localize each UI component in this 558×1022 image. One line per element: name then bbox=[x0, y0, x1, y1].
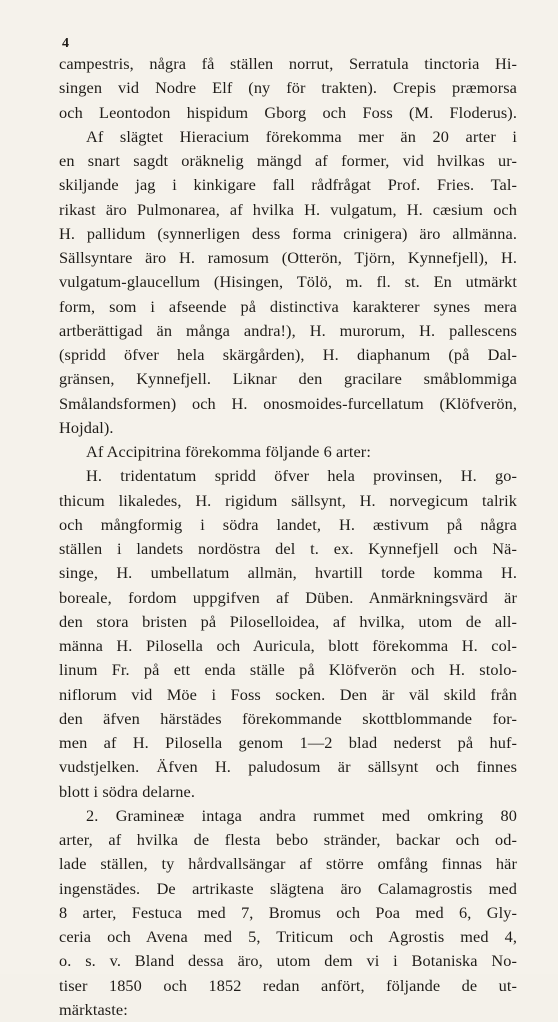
text-line: campestris, några få ställen norrut, Serratula tinctoria Hi- bbox=[59, 54, 517, 73]
text-line: en snart sagdt oräknelig mängd af former, vid hvilkas ur- bbox=[59, 151, 517, 170]
page-number: 4 bbox=[62, 36, 69, 51]
text-line: linum Fr. på ett enda ställe på Klöfverön och H. stolo- bbox=[59, 660, 517, 680]
text-line: 2. Gramineæ intaga andra rummet med omkring 80 bbox=[86, 805, 517, 825]
text-line: och Leontodon hispidum Gborg och Foss (M. Floderus). bbox=[59, 102, 517, 122]
text-line: Smålandsformen) och H. onosmoides-furcellatum (Klöfverön, bbox=[59, 393, 517, 413]
text-line: blott i södra delarne. bbox=[59, 781, 196, 801]
body-text bbox=[59, 52, 517, 1022]
text-line: vudstjelken. Äfven H. paludosum är sällsynt och finnes bbox=[59, 757, 517, 777]
text-line: singe, H. umbellatum allmän, hvartill torde komma H. bbox=[59, 563, 517, 583]
text-line: Af slägtet Hieracium förekomma mer än 20 arter i bbox=[86, 126, 517, 146]
text-line: rikast äro Pulmonarea, af hvilka H. vulgatum, H. cæsium och bbox=[59, 199, 517, 219]
text-line: den stora bristen på Piloselloidea, af hvilka, utom de all- bbox=[59, 611, 517, 631]
text-line: ceria och Avena med 5, Triticum och Agrostis med 4, bbox=[59, 927, 517, 946]
text-line: artberättigad än många andra!), H. murorum, H. pallescens bbox=[59, 320, 517, 340]
text-line: märktaste: bbox=[59, 999, 128, 1019]
text-line: Hojdal). bbox=[59, 417, 114, 437]
text-line: och mångformig i södra landet, H. æstivum på några bbox=[59, 514, 517, 534]
text-line: Af Accipitrina förekomma följande 6 arter: bbox=[86, 442, 371, 461]
text-line: ingenstädes. De artrikaste slägtena äro Calamagrostis med bbox=[59, 878, 517, 898]
text-line: boreale, fordom uppgifven af Düben. Anmärkningsvärd är bbox=[59, 587, 517, 607]
text-line: tiser 1850 och 1852 redan anfört, följande de ut- bbox=[59, 975, 517, 995]
text-line: lade ställen, ty hårdvallsängar af större omfång finnas här bbox=[59, 854, 517, 874]
text-line: o. s. v. Bland dessa äro, utom dem vi i Botaniska No- bbox=[59, 951, 517, 971]
text-line: den äfven härstädes förekommande skottblommande for- bbox=[59, 708, 517, 728]
text-line: niflorum vid Möe i Foss socken. Den är väl skild från bbox=[59, 684, 517, 704]
text-line: (spridd öfver hela skärgården), H. diaphanum (på Dal- bbox=[59, 345, 517, 364]
text-line: ställen i landets nordöstra del t. ex. Kynnefjell och Nä- bbox=[59, 539, 517, 558]
text-line: form, som i afseende på distinctiva karakterer synes mera bbox=[59, 296, 517, 316]
text-line: skiljande jag i kinkigare fall rådfrågat Prof. Fries. Tal- bbox=[59, 175, 517, 195]
text-line: männa H. Pilosella och Auricula, blott förekomma H. col- bbox=[59, 636, 517, 655]
text-line: thicum likaledes, H. rigidum sällsynt, H. norvegicum talrik bbox=[59, 490, 517, 510]
text-line: singen vid Nodre Elf (ny för trakten). Crepis præmorsa bbox=[59, 78, 517, 98]
text-line: arter, af hvilka de flesta bebo stränder, backar och od- bbox=[59, 830, 517, 849]
text-line: gränsen, Kynnefjell. Liknar den gracilare småblommiga bbox=[59, 369, 517, 389]
text-line: H. pallidum (synnerligen dess forma crinigera) äro allmänna. bbox=[59, 223, 517, 243]
text-line: 8 arter, Festuca med 7, Bromus och Poa med 6, Gly- bbox=[59, 902, 517, 922]
text-line: vulgatum-glaucellum (Hisingen, Tölö, m. fl. st. En utmärkt bbox=[59, 272, 517, 292]
text-line: Sällsyntare äro H. ramosum (Otterön, Tjörn, Kynnefjell), H. bbox=[59, 248, 517, 267]
text-line: men af H. Pilosella genom 1—2 blad nederst på huf- bbox=[59, 733, 517, 752]
text-line: H. tridentatum spridd öfver hela provinsen, H. go- bbox=[86, 466, 517, 486]
